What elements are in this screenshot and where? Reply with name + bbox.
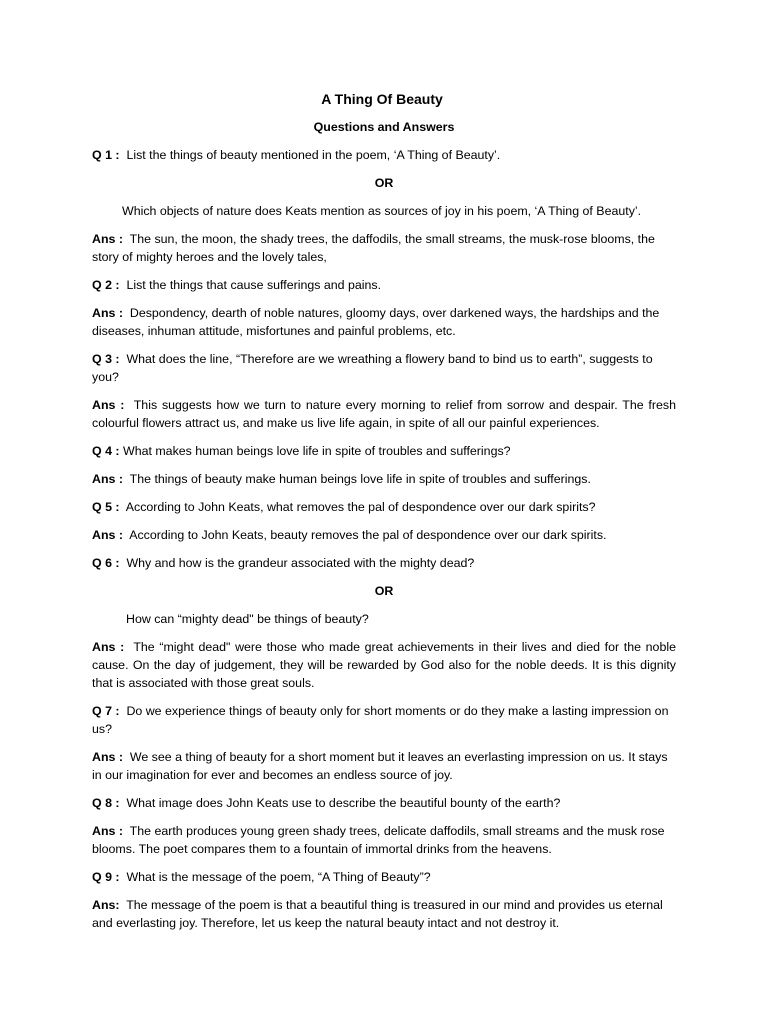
question-1 xyxy=(92,146,676,164)
or-divider: OR xyxy=(374,176,394,190)
question-7 xyxy=(92,702,676,738)
question-9 xyxy=(92,868,676,886)
question-6 xyxy=(92,554,676,572)
answer-label: Ans : xyxy=(92,306,123,320)
question-8 xyxy=(92,794,676,812)
question-label: Q 3 : xyxy=(92,352,120,366)
question-text: Why and how is the grandeur associated with the mighty dead? xyxy=(126,556,475,570)
question-label: Q 5 : xyxy=(92,500,120,514)
document-subtitle: Questions and Answers xyxy=(313,120,455,134)
answer-label: Ans : xyxy=(92,472,123,486)
question-1-alternate: Which objects of nature does Keats mention as sources of joy in his poem, ‘A Thing of Beauty’. xyxy=(122,204,642,218)
answer-5 xyxy=(92,526,676,544)
question-text: What is the message of the poem, “A Thing of Beauty”? xyxy=(126,870,431,884)
answer-label: Ans : xyxy=(92,824,123,838)
question-text: List the things that cause sufferings and pains. xyxy=(126,278,382,292)
answer-label: Ans: xyxy=(92,898,120,912)
answer-1 xyxy=(92,230,676,266)
answer-6 xyxy=(92,638,676,692)
question-text: Do we experience things of beauty only for short moments or do they make a lasting impression on us? xyxy=(92,704,669,736)
question-label: Q 2 : xyxy=(92,278,120,292)
answer-label: Ans : xyxy=(92,232,123,246)
answer-7 xyxy=(92,748,676,784)
question-text: List the things of beauty mentioned in the poem, ‘A Thing of Beauty’. xyxy=(126,148,501,162)
question-text: What image does John Keats use to describe the beautiful bounty of the earth? xyxy=(126,796,561,810)
answer-label: Ans : xyxy=(92,528,123,542)
question-text: According to John Keats, what removes the pal of despondence over our dark spirits? xyxy=(125,500,596,514)
answer-text: Despondency, dearth of noble natures, gloomy days, over darkened ways, the hardships and the diseases, inhuman attitude, misfortunes and painful problems, etc. xyxy=(92,306,660,338)
question-5 xyxy=(92,498,676,516)
answer-text: According to John Keats, beauty removes the pal of despondence over our dark spirits. xyxy=(129,528,607,542)
answer-4 xyxy=(92,470,676,488)
question-text: What does the line, “Therefore are we wreathing a flowery band to bind us to earth”, suggests to you? xyxy=(92,352,653,384)
document-body xyxy=(92,90,676,942)
question-label: Q 7 : xyxy=(92,704,120,718)
question-2 xyxy=(92,276,676,294)
answer-label: Ans : xyxy=(92,750,123,764)
answer-text: We see a thing of beauty for a short moment but it leaves an everlasting impression on us. It stays in our imagination for ever and becomes an endless source of joy. xyxy=(92,750,668,782)
answer-text: The earth produces young green shady trees, delicate daffodils, small streams and the musk rose blooms. The poet compares them to a fountain of immortal drinks from the heavens. xyxy=(92,824,665,856)
question-label: Q 4 : xyxy=(92,444,120,458)
answer-label: Ans : xyxy=(92,640,125,654)
or-divider: OR xyxy=(374,584,394,598)
answer-3 xyxy=(92,396,676,432)
answer-9 xyxy=(92,896,676,932)
question-3 xyxy=(92,350,676,386)
question-4 xyxy=(92,442,676,460)
answer-label: Ans : xyxy=(92,398,125,412)
answer-2 xyxy=(92,304,676,340)
answer-text: This suggests how we turn to nature every morning to relief from sorrow and despair. The fresh colourful flowers attract us, and make us live life again, in spite of all our painful experiences. xyxy=(92,398,676,430)
answer-text: The message of the poem is that a beautiful thing is treasured in our mind and provides us eternal and everlasting joy. Therefore, let us keep the natural beauty intact and not destroy it. xyxy=(92,898,663,930)
answer-text: The sun, the moon, the shady trees, the daffodils, the small streams, the musk-rose blooms, the story of mighty heroes and the lovely tales, xyxy=(92,232,655,264)
question-label: Q 1 : xyxy=(92,148,120,162)
document-title: A Thing Of Beauty xyxy=(321,91,443,107)
answer-text: The “might dead" were those who made great achievements in their lives and died for the noble cause. On the day of judgement, they will be rewarded by God also for the noble deeds. It is this dignity that is associated with those great souls. xyxy=(92,640,676,690)
answer-text: The things of beauty make human beings love life in spite of troubles and sufferings. xyxy=(129,472,591,486)
question-label: Q 8 : xyxy=(92,796,120,810)
question-label: Q 6 : xyxy=(92,556,120,570)
question-6-alternate: How can “mighty dead" be things of beauty? xyxy=(126,612,369,626)
question-label: Q 9 : xyxy=(92,870,120,884)
answer-8 xyxy=(92,822,676,858)
question-text: What makes human beings love life in spite of troubles and sufferings? xyxy=(123,444,511,458)
